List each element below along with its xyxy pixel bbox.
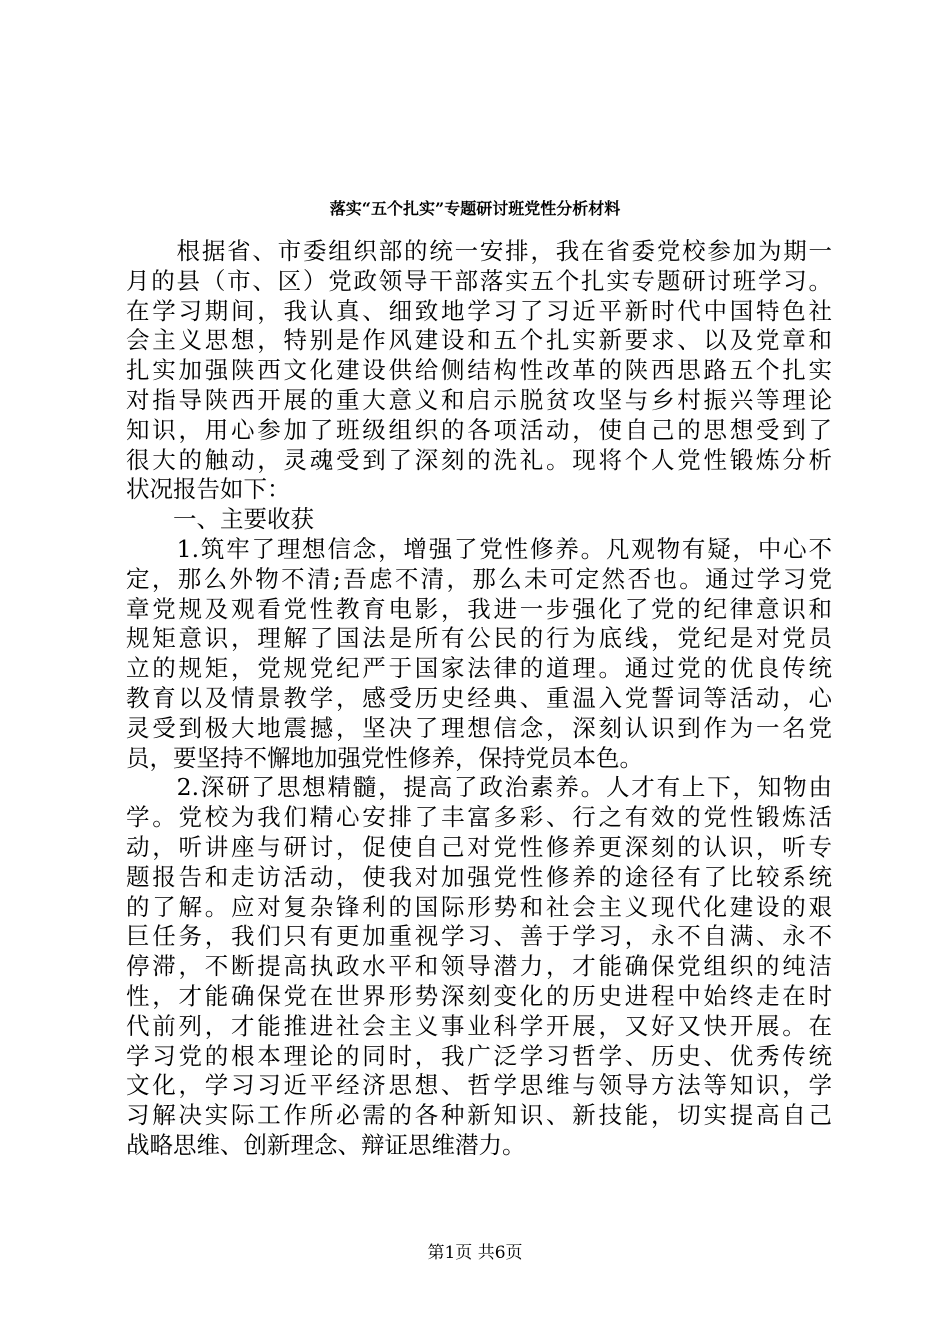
document-body [126,237,832,1161]
body-line: 学习党的根本理论的同时，我广泛学习哲学、历史、优秀传统 [126,1041,832,1070]
body-line: 根据省、市委组织部的统一安排，我在省委党校参加为期一 [126,237,832,265]
body-line: 章党规及观看党性教育电影，我进一步强化了党的纪律意识和 [126,594,832,623]
body-line: 文化，学习习近平经济思想、哲学思维与领导方法等知识，学 [126,1071,832,1100]
body-line: 在学习期间，我认真、细致地学习了习近平新时代中国特色社 [126,296,832,325]
body-line: 2.深研了思想精髓，提高了政治素养。人才有上下，知物由 [126,773,832,802]
body-line: 很大的触动，灵魂受到了深刻的洗礼。现将个人党性锻炼分析 [126,445,832,474]
body-line: 会主义思想，特别是作风建设和五个扎实新要求、以及党章和 [126,326,832,355]
body-line: 停滞，不断提高执政水平和领导潜力，才能确保党组织的纯洁 [126,952,832,981]
page-number-footer: 第1页 共6页 [427,1243,523,1263]
body-line: 对指导陕西开展的重大意义和启示脱贫攻坚与乡村振兴等理论 [126,385,832,414]
body-line: 规矩意识，理解了国法是所有公民的行为底线，党纪是对党员 [126,624,832,653]
body-line: 月的县（市、区）党政领导干部落实五个扎实专题研讨班学习。 [126,266,832,295]
body-line: 知识，用心参加了班级组织的各项活动，使自己的思想受到了 [126,415,832,444]
body-line: 的了解。应对复杂锋利的国际形势和社会主义现代化建设的艰 [126,892,832,921]
section-heading: 一、主要收获 [126,505,314,534]
body-line: 学。党校为我们精心安排了丰富多彩、行之有效的党性锻炼活 [126,803,832,832]
body-line: 员，要坚持不懈地加强党性修养，保持党员本色。 [126,743,643,772]
body-line: 题报告和走访活动，使我对加强党性修养的途径有了比较系统 [126,862,832,891]
body-line: 巨任务，我们只有更加重视学习、善于学习，永不自满、永不 [126,922,832,951]
body-line: 状况报告如下： [126,475,291,504]
body-line: 代前列，才能推进社会主义事业科学开展，又好又快开展。在 [126,1011,832,1040]
body-line: 定，那么外物不清;吾虑不清，那么未可定然否也。通过学习党 [126,564,832,593]
body-line: 动，听讲座与研讨，促使自己对党性修养更深刻的认识，听专 [126,832,832,861]
body-line: 教育以及情景教学，感受历史经典、重温入党誓词等活动，心 [126,683,832,712]
body-line: 习解决实际工作所必需的各种新知识、新技能，切实提高自己 [126,1101,832,1130]
body-line: 立的规矩，党规党纪严于国家法律的道理。通过党的优良传统 [126,654,832,683]
body-line: 1.筑牢了理想信念，增强了党性修养。凡观物有疑，中心不 [126,534,832,563]
document-title: 落实“五个扎实”专题研讨班党性分析材料 [329,199,621,218]
body-line: 灵受到极大地震撼，坚决了理想信念，深刻认识到作为一名党 [126,713,832,742]
body-line: 扎实加强陕西文化建设供给侧结构性改革的陕西思路五个扎实 [126,356,832,385]
body-line: 性，才能确保党在世界形势深刻变化的历史进程中始终走在时 [126,981,832,1010]
body-line: 战略思维、创新理念、辩证思维潜力。 [126,1130,526,1159]
